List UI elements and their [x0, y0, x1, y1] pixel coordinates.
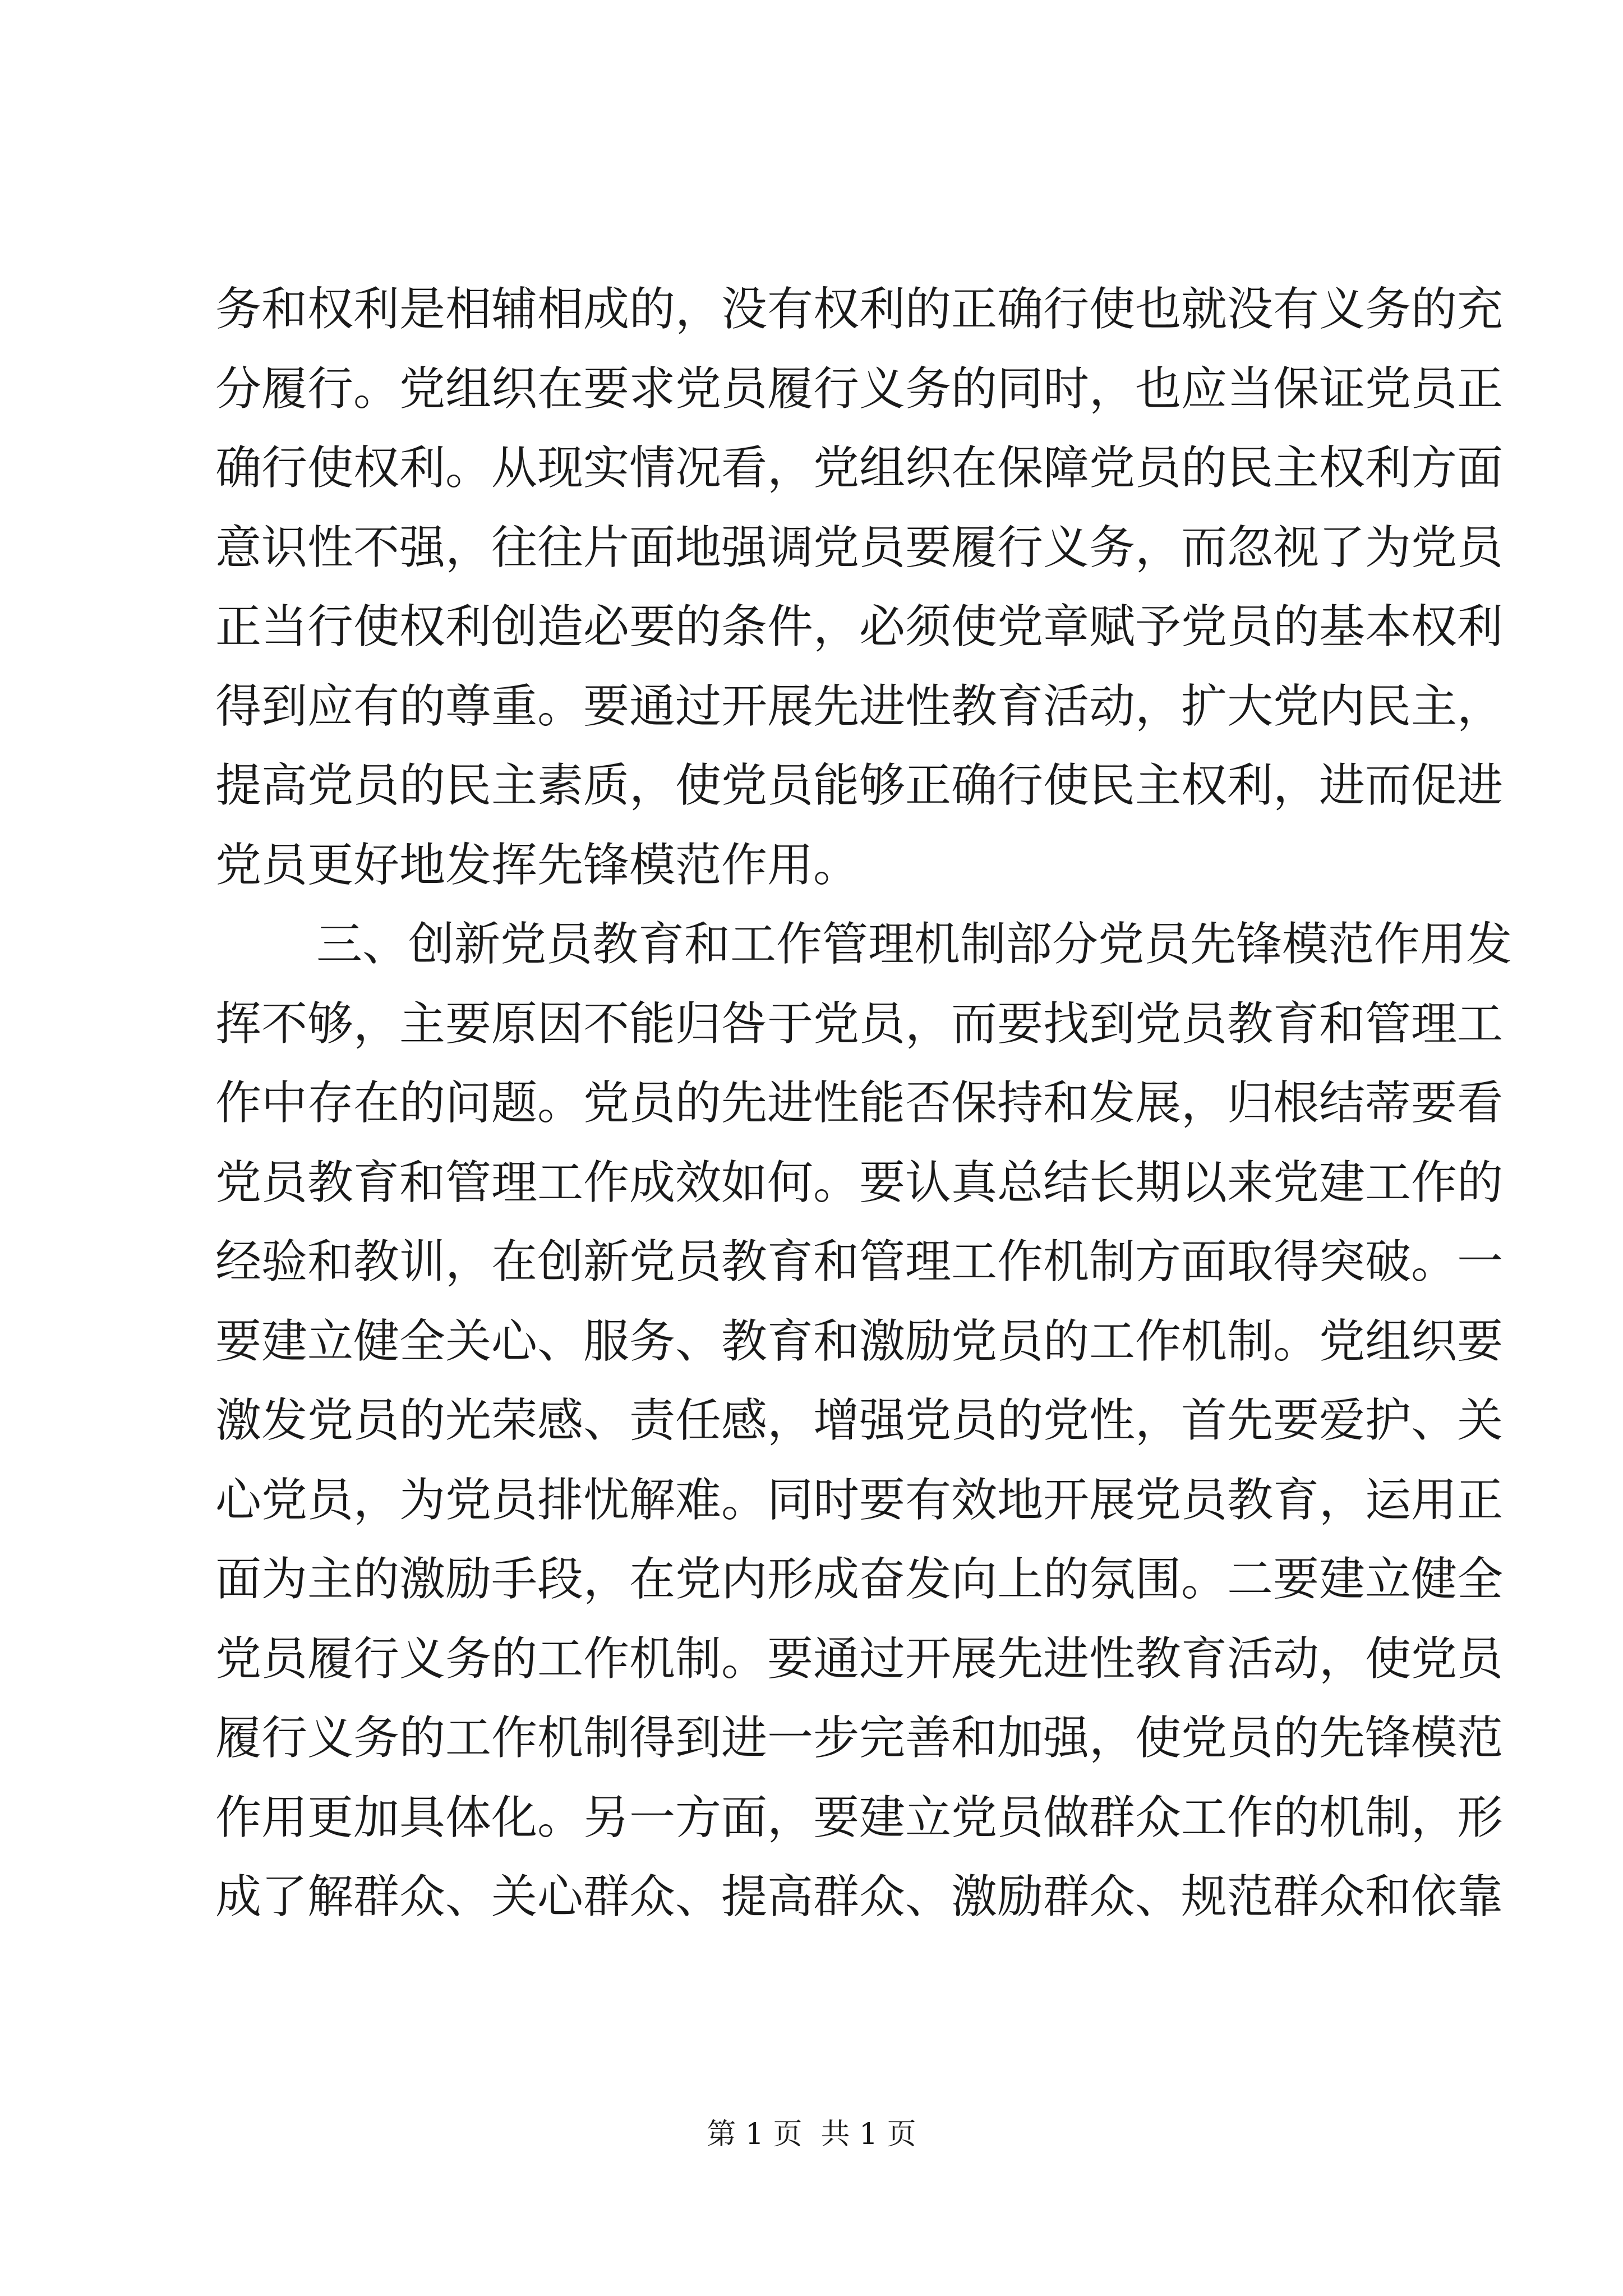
text-line: 党员更好地发挥先锋模范作用。 — [215, 838, 860, 892]
text-line: 挥不够，主要原因不能归咎于党员，而要找到党员教育和管理工 — [215, 997, 1504, 1051]
text-line: 意识性不强，往往片面地强调党员要履行义务，而忽视了为党员 — [215, 521, 1504, 574]
text-line: 得到应有的尊重。要通过开展先进性教育活动，扩大党内民主， — [215, 679, 1504, 733]
text-line: 确行使权利。从现实情况看，党组织在保障党员的民主权利方面 — [215, 441, 1504, 495]
text-line: 履行义务的工作机制得到进一步完善和加强，使党员的先锋模范 — [215, 1711, 1504, 1765]
text-line: 经验和教训，在创新党员教育和管理工作机制方面取得突破。一 — [215, 1235, 1504, 1289]
document-body — [215, 270, 1513, 1937]
text-line: 务和权利是相辅相成的，没有权利的正确行使也就没有义务的充 — [215, 283, 1504, 336]
text-line: 成了解群众、关心群众、提高群众、激励群众、规范群众和依靠 — [215, 1870, 1504, 1924]
section-heading-line: 三、创新党员教育和工作管理机制部分党员先锋模范作用发 — [316, 918, 1513, 971]
text-line: 要建立健全关心、服务、教育和激励党员的工作机制。党组织要 — [215, 1314, 1504, 1368]
text-line: 党员教育和管理工作成效如何。要认真总结长期以来党建工作的 — [215, 1156, 1504, 1209]
text-line: 分履行。党组织在要求党员履行义务的同时，也应当保证党员正 — [215, 362, 1504, 416]
text-line: 作用更加具体化。另一方面，要建立党员做群众工作的机制，形 — [215, 1791, 1504, 1844]
text-line: 提高党员的民主素质，使党员能够正确行使民主权利，进而促进 — [215, 759, 1504, 812]
text-line: 心党员，为党员排忧解难。同时要有效地开展党员教育，运用正 — [215, 1473, 1504, 1527]
text-line: 正当行使权利创造必要的条件，必须使党章赋予党员的基本权利 — [215, 600, 1504, 654]
text-line: 作中存在的问题。党员的先进性能否保持和发展，归根结蒂要看 — [215, 1076, 1504, 1130]
text-line: 面为主的激励手段，在党内形成奋发向上的氛围。二要建立健全 — [215, 1553, 1504, 1606]
text-line: 激发党员的光荣感、责任感，增强党员的党性，首先要爱护、关 — [215, 1394, 1504, 1447]
page-number-footer: 第 1 页 共 1 页 — [707, 2118, 916, 2151]
text-line: 党员履行义务的工作机制。要通过开展先进性教育活动，使党员 — [215, 1632, 1504, 1686]
